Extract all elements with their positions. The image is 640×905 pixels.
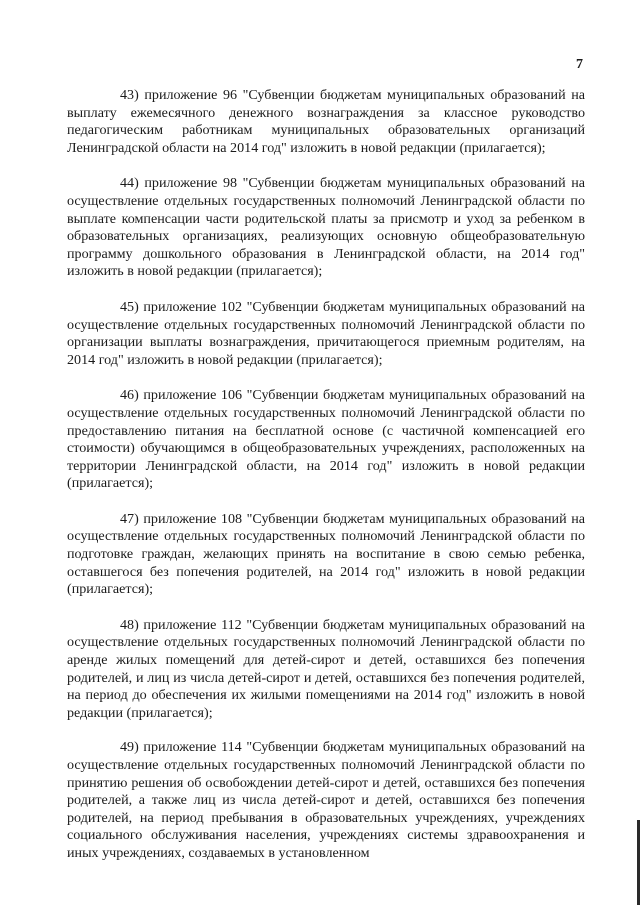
- page-number: 7: [576, 57, 583, 72]
- paragraph-item-46: 46) приложение 106 "Субвенции бюджетам муниципальных образований на осуществление отдельных государственных полномочий Ленинградской области по предоставлению питания на бесплатной основе (с частичной компенсацией его стоимости) обучающимся в общеобразовательных учреждениях, расположенных на территории Ленинградской области, на 2014 год" изложить в новой редакции (прилагается);: [67, 387, 585, 492]
- paragraph-item-49: 49) приложение 114 "Субвенции бюджетам муниципальных образований на осуществление отдельных государственных полномочий Ленинградской области по принятию решения об освобождении детей-сирот и детей, оставшихся без попечения родителей, а также лиц из числа детей-сирот и детей, оставшихся без попечения родителей, на период пребывания в образовательных учреждениях, учреждениях социального обслуживания населения, учреждениях системы здравоохранения и иных учреждениях, создаваемых в установленном: [67, 739, 585, 861]
- paragraph-item-45: 45) приложение 102 "Субвенции бюджетам муниципальных образований на осуществление отдельных государственных полномочий Ленинградской области по организации выплаты вознаграждения, причитающегося приемным родителям, на 2014 год" изложить в новой редакции (прилагается);: [67, 298, 585, 368]
- paragraph-item-47: 47) приложение 108 "Субвенции бюджетам муниципальных образований на осуществление отдельных государственных полномочий Ленинградской области по подготовке граждан, желающих принять на воспитание в свою семью ребенка, оставшегося без попечения родителей, на 2014 год" изложить в новой редакции (прилагается);: [67, 510, 585, 598]
- paragraph-item-44: 44) приложение 98 "Субвенции бюджетам муниципальных образований на осуществление отдельных государственных полномочий Ленинградской области по выплате компенсации части родительской платы за присмотр и уход за ребенком в образовательных организациях, реализующих основную общеобразовательную программу дошкольного образования в Ленинградской области, на 2014 год" изложить в новой редакции (прилагается);: [67, 175, 585, 280]
- paragraph-item-48: 48) приложение 112 "Субвенции бюджетам муниципальных образований на осуществление отдельных государственных полномочий Ленинградской области по аренде жилых помещений для детей-сирот и детей, оставшихся без попечения родителей, и лиц из числа детей-сирот и детей, оставшихся без попечения родителей, на период до обеспечения их жилыми помещениями на 2014 год" изложить в новой редакции (прилагается);: [67, 616, 585, 721]
- document-body: [67, 87, 585, 881]
- paragraph-item-43: 43) приложение 96 "Субвенции бюджетам муниципальных образований на выплату ежемесячного денежного вознаграждения за классное руководство педагогическим работникам муниципальных образовательных организаций Ленинградской области на 2014 год" изложить в новой редакции (прилагается);: [67, 87, 585, 156]
